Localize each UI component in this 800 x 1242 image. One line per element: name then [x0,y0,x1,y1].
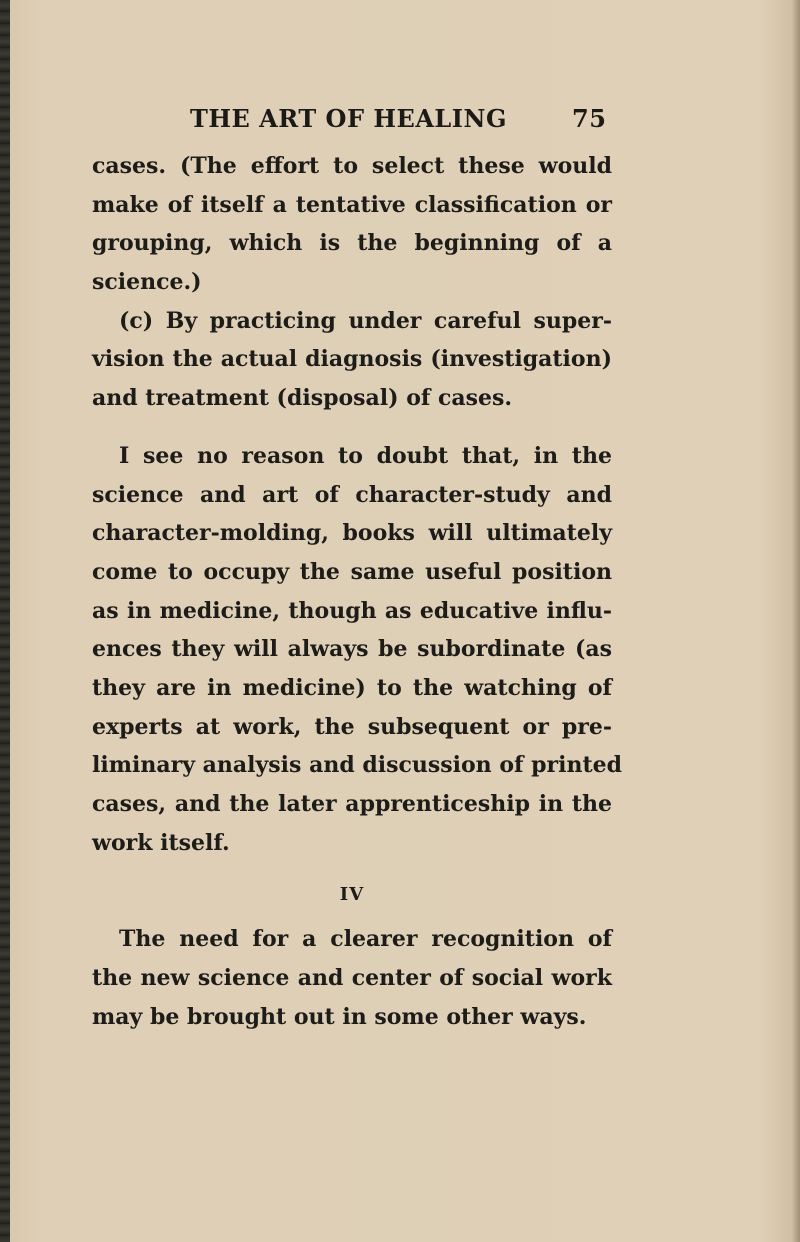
text-line: liminary analysis and discussion of printed [92,752,622,779]
page-edge-shadow [792,0,800,1242]
page-number: 75 [572,104,607,133]
running-header [0,104,800,144]
running-title: THE ART OF HEALING [190,104,507,133]
text-line: they are in medicine) to the watching of [92,674,612,701]
body-text [92,147,622,1036]
text-line: make of itself a tentative classification or [92,191,612,218]
binding-gutter [0,0,10,1242]
text-line: (c) By practicing under careful super- [119,307,612,334]
text-line: experts at work, the subsequent or pre- [92,713,612,740]
text-line: character-molding, books will ultimately [92,520,612,547]
text-line: as in medicine, though as educative influ- [92,597,612,624]
text-line: work itself. [92,829,230,856]
text-line: come to occupy the same useful position [92,558,612,585]
text-line: cases. (The effort to select these would [92,153,612,179]
section-heading: IV [339,884,365,906]
text-line: grouping, which is the beginning of a [92,230,612,257]
text-line: and treatment (disposal) of cases. [92,385,513,412]
text-line: I see no reason to doubt that, in the [119,442,612,469]
text-line: may be brought out in some other ways. [92,1003,587,1030]
text-line: science and art of character-study and [92,481,612,508]
paragraph-gap [92,418,612,437]
text-line: science.) [92,269,202,296]
text-line: The need for a clearer recognition of [119,926,612,953]
text-line: vision the actual diagnosis (investigation) [92,346,612,373]
text-line: ences they will always be subordinate (as [92,636,612,663]
text-line: cases, and the later apprenticeship in the [92,791,612,817]
text-line: the new science and center of social work [92,965,612,992]
